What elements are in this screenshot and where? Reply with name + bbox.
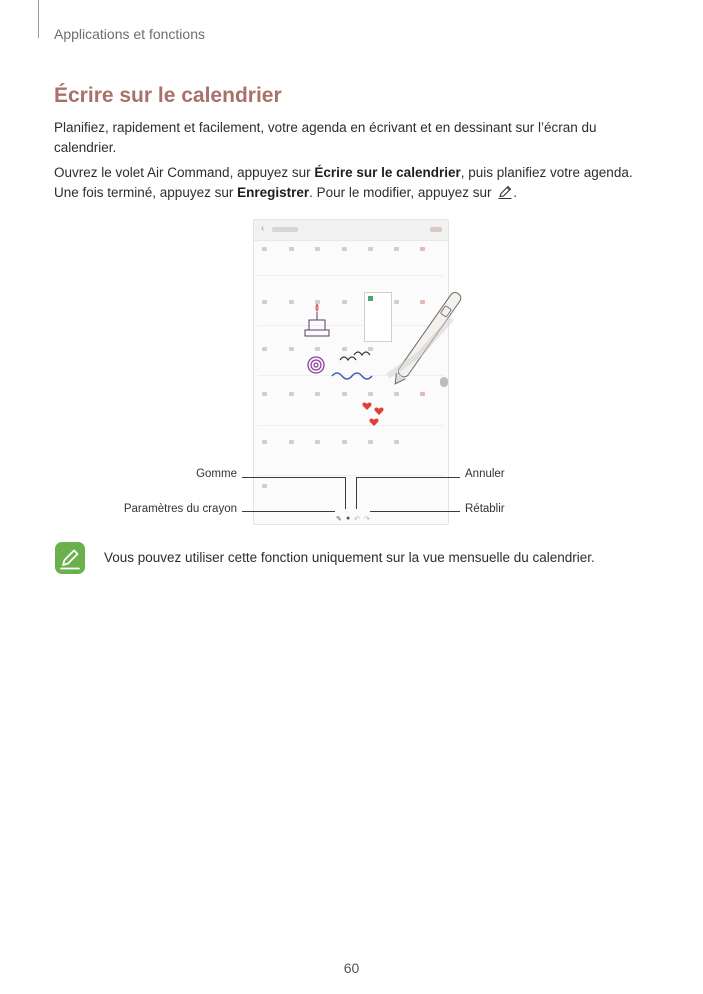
callout-line-eraser-drop [345, 477, 346, 509]
instruction-bold-save: Enregistrer [237, 185, 310, 200]
callout-line-redo [370, 511, 460, 512]
instruction-paragraph [54, 163, 654, 206]
header-rule [38, 0, 39, 38]
instruction-text-3: . Pour le modifier, appuyez sur [309, 185, 496, 200]
instruction-text-2: , puis planifiez votre agenda. Une fois terminé, appuyez sur [54, 165, 633, 200]
s-pen-stylus-icon [380, 280, 480, 390]
intro-paragraph: Planifiez, rapidement et facilement, votre agenda en écrivant et en dessinant sur l’écran du calendrier. [54, 120, 597, 155]
back-icon[interactable]: ‹ [261, 223, 265, 234]
callout-undo-label: Annuler [465, 468, 505, 480]
page-number: 60 [343, 960, 360, 976]
hearts-doodle [362, 403, 383, 426]
callout-line-pen-settings [242, 511, 335, 512]
redo-icon[interactable]: ↷ [364, 516, 370, 523]
section-header: Applications et fonctions [54, 26, 205, 42]
instruction-text-4: . [513, 185, 517, 200]
callout-redo-label: Rétablir [465, 503, 505, 515]
calendar-figure [0, 212, 703, 532]
note-text: Vous pouvez utiliser cette fonction uniquement sur la vue mensuelle du calendrier. [104, 550, 595, 565]
callout-pen-settings-label: Paramètres du crayon [123, 503, 237, 515]
undo-icon[interactable]: ↶ [354, 516, 360, 523]
spiral-doodle [308, 357, 324, 373]
eraser-icon[interactable]: ● [346, 515, 351, 522]
instruction-bold-write-calendar: Écrire sur le calendrier [314, 165, 461, 180]
pen-settings-icon[interactable]: ✎ [336, 516, 342, 523]
callout-line-undo-drop [356, 477, 357, 509]
wave-doodle [332, 373, 372, 379]
instruction-text-1: Ouvrez le volet Air Command, appuyez sur [54, 165, 315, 180]
note-pencil-icon [54, 541, 86, 575]
birds-doodle [340, 352, 370, 360]
page-title: Écrire sur le calendrier [54, 84, 282, 107]
callout-eraser-label: Gomme [196, 468, 237, 480]
pen-edit-icon [497, 184, 513, 206]
cake-doodle [305, 304, 329, 336]
callout-line-eraser [242, 477, 346, 478]
callout-line-undo [356, 477, 460, 478]
